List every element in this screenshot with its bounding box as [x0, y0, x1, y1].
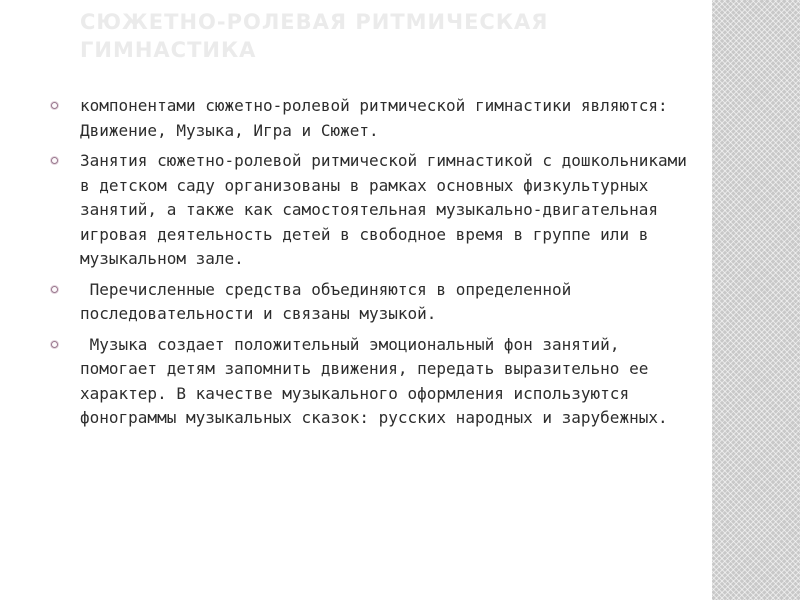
- bullet-text: Занятия сюжетно-ролевой ритмической гимнастикой с дошкольниками в детском саду организованы в рамках основных физкультурных занятий, а также как самостоятельная музыкально-двигательная игровая деятельность детей в свободное время в группе или в музыкальном зале.: [80, 151, 697, 268]
- list-item: [48, 278, 698, 327]
- list-item: [48, 149, 698, 272]
- list-item: [48, 94, 698, 143]
- ring-bullet-icon: [51, 286, 58, 293]
- bullet-text: Перечисленные средства объединяются в определенной последовательности и связаны музыкой.: [80, 279, 581, 323]
- list-item: [48, 333, 698, 431]
- slide-title: СЮЖЕТНО-РОЛЕВАЯ РИТМИЧЕСКАЯ ГИМНАСТИКА: [80, 10, 549, 62]
- bullet-list: [48, 94, 698, 437]
- ring-bullet-icon: [51, 102, 58, 109]
- decorative-side-panel: [712, 0, 800, 600]
- ring-bullet-icon: [51, 157, 58, 164]
- bullet-text: компонентами сюжетно-ролевой ритмической гимнастики являются: Движение, Музыка, Игра и Сюжет.: [80, 96, 678, 140]
- bullet-text: Музыка создает положительный эмоциональный фон занятий, помогает детям запомнить движения, передать выразительно ее характер. В качестве музыкального оформления используются фонограммы музыкальных сказок: русских народных и зарубежных.: [80, 334, 668, 427]
- ring-bullet-icon: [51, 341, 58, 348]
